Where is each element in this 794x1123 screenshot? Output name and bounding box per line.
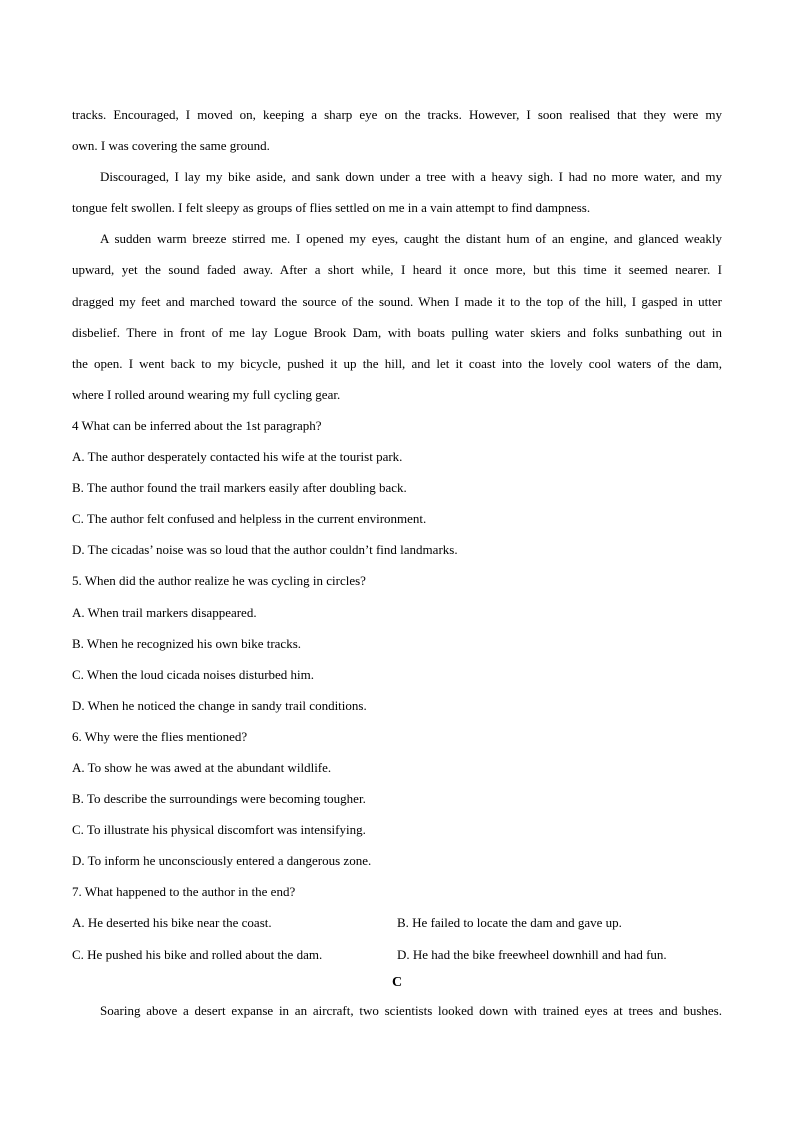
question-7-options-row-1 <box>72 907 722 938</box>
question-4: 4 What can be inferred about the 1st paragraph? <box>72 417 322 433</box>
question-6-option-a: A. To show he was awed at the abundant wildlife. <box>72 759 332 775</box>
passage-line: own. I was covering the same ground. <box>72 138 270 154</box>
question-4-option-d: D. The cicadas’ noise was so loud that the author couldn’t find landmarks. <box>72 542 458 558</box>
passage-line: Discouraged, I lay my bike aside, and sank down under a tree with a heavy sigh. I had no more water, and my <box>100 169 722 185</box>
question-4-option-c: C. The author felt confused and helpless in the current environment. <box>72 511 427 527</box>
passage-line: dragged my feet and marched toward the source of the sound. When I made it to the top of the hill, I gasped in utter <box>72 293 722 309</box>
passage-line: disbelief. There in front of me lay Logue Brook Dam, with boats pulling water skiers and folks sunbathing out in <box>72 324 722 340</box>
question-5-option-b: B. When he recognized his own bike tracks. <box>72 635 301 651</box>
question-7-option-c: C. He pushed his bike and rolled about the dam. <box>72 946 323 962</box>
passage-line: where I rolled around wearing my full cycling gear. <box>72 386 341 402</box>
passage-line: tracks. Encouraged, I moved on, keeping a sharp eye on the tracks. However, I soon realised that they were my <box>72 107 722 122</box>
question-6: 6. Why were the flies mentioned? <box>72 728 248 744</box>
question-7-options-row-2 <box>72 939 722 970</box>
question-6-option-c: C. To illustrate his physical discomfort was intensifying. <box>72 822 366 838</box>
question-7-option-b: B. He failed to locate the dam and gave up. <box>397 915 622 931</box>
question-7: 7. What happened to the author in the end? <box>72 884 296 900</box>
passage-line: A sudden warm breeze stirred me. I opened my eyes, caught the distant hum of an engine, and glanced weakly <box>100 231 722 247</box>
question-5-option-c: C. When the loud cicada noises disturbed him. <box>72 666 315 682</box>
section-heading: C <box>391 974 403 990</box>
question-5-option-a: A. When trail markers disappeared. <box>72 604 257 620</box>
question-6-option-b: B. To describe the surroundings were becoming tougher. <box>72 791 366 807</box>
passage-line: tongue felt swollen. I felt sleepy as groups of flies settled on me in a vain attempt to find dampness. <box>72 200 591 216</box>
question-6-option-d: D. To inform he unconsciously entered a dangerous zone. <box>72 853 372 869</box>
question-4-option-b: B. The author found the trail markers easily after doubling back. <box>72 480 407 496</box>
question-5-option-d: D. When he noticed the change in sandy trail conditions. <box>72 697 367 713</box>
passage-line: upward, yet the sound faded away. After a short while, I heard it once more, but this time it seemed nearer. I <box>72 262 722 278</box>
passage-line: Soaring above a desert expanse in an aircraft, two scientists looked down with trained eyes at trees and bushes. <box>100 1002 722 1018</box>
passage-line: the open. I went back to my bicycle, pushed it up the hill, and let it coast into the lovely cool waters of the dam, <box>72 355 722 371</box>
question-4-option-a: A. The author desperately contacted his wife at the tourist park. <box>72 449 403 465</box>
question-5: 5. When did the author realize he was cycling in circles? <box>72 573 366 589</box>
question-7-option-d: D. He had the bike freewheel downhill and had fun. <box>397 946 667 962</box>
document-page <box>72 99 722 1026</box>
question-7-option-a: A. He deserted his bike near the coast. <box>72 915 272 931</box>
